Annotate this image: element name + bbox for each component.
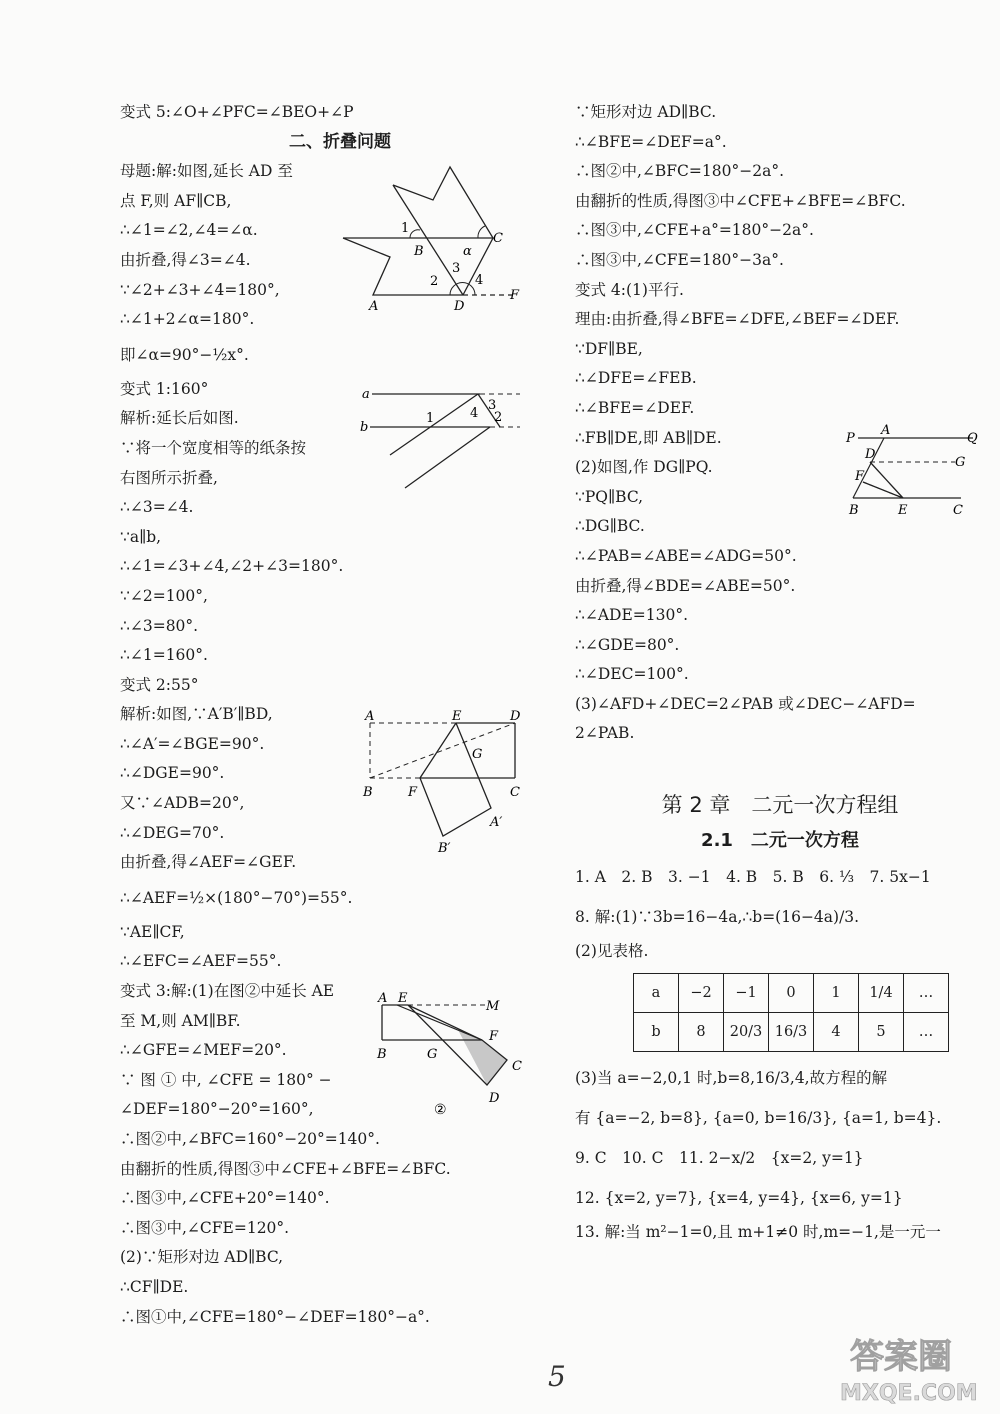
- text-line: ∴∠DGE=90°.: [120, 764, 225, 783]
- figure-label: B′: [438, 841, 451, 856]
- figure-variant-3: [372, 990, 532, 1120]
- text-line: ∴∠1=∠2,∠4=∠α.: [120, 221, 258, 240]
- table-row: [634, 1012, 949, 1051]
- table-cell: 8: [679, 1012, 724, 1051]
- page-number-mark: 5: [548, 1360, 566, 1393]
- text-line: ∴∠EFC=∠AEF=55°.: [120, 952, 282, 971]
- figure-label: C: [493, 231, 503, 246]
- table-cell: b: [634, 1012, 679, 1051]
- spacer: [575, 749, 985, 785]
- table-cell: −2: [679, 973, 724, 1012]
- table-cell: 20/3: [724, 1012, 769, 1051]
- section-heading: 二、折叠问题: [289, 131, 391, 152]
- text-line: (2)如图,作 DG∥PQ.: [575, 458, 713, 477]
- figure-label: A: [881, 423, 891, 438]
- text-line: ∴图③中,∠CFE=180°−3a°.: [575, 250, 784, 269]
- text-line: 即∠α=90°−½x°.: [120, 345, 249, 364]
- text-line: ∴∠DFE=∠FEB.: [575, 369, 697, 388]
- figure-label: M: [486, 999, 500, 1014]
- figure-label: 3: [452, 261, 461, 276]
- text-line: 变式 2:55°: [120, 675, 199, 694]
- text-line: ∴∠1=∠3+∠4,∠2+∠3=180°.: [120, 557, 344, 576]
- text-line: ∵∠2=100°,: [120, 586, 208, 605]
- text-line: ∴DG∥BC.: [575, 517, 645, 536]
- table-cell: 4: [814, 1012, 859, 1051]
- text-line: 解析:如图,∵A′B′∥BD,: [120, 705, 273, 724]
- right-column: [575, 98, 985, 1247]
- text-line: 9. C 10. C 11. 2−x/2 {x=2, y=1}: [575, 1148, 864, 1167]
- table-cell: a: [634, 973, 679, 1012]
- text-line: ∵ 图 ① 中, ∠CFE = 180° −: [120, 1070, 332, 1089]
- figure-label: ②: [434, 1102, 447, 1118]
- fig-label: 1: [401, 221, 410, 236]
- figure-label: F: [408, 785, 418, 800]
- figure-label: D: [454, 299, 465, 314]
- figure-label: B: [377, 1047, 387, 1062]
- text-line: ∴∠ADE=130°.: [575, 606, 689, 625]
- text-line: ∴FB∥DE,即 AB∥DE.: [575, 428, 722, 447]
- chapter-title: 第 2 章 二元一次方程组: [661, 793, 899, 818]
- text-line: 母题:解:如图,延长 AD 至: [120, 162, 293, 181]
- value-table-wrapper: [575, 973, 985, 1052]
- text-line: ∴图②中,∠BFC=160°−20°=140°.: [120, 1130, 380, 1148]
- text-line: ∴∠PAB=∠ABE=∠ADG=50°.: [575, 546, 797, 565]
- text-line: 变式 3:解:(1)在图②中延长 AE: [120, 982, 335, 1001]
- table-cell: 5: [859, 1012, 904, 1051]
- figure-label: B: [849, 503, 859, 518]
- text-line: ∴图②中,∠BFC=180°−2a°.: [575, 162, 785, 181]
- text-line: ∴∠3=80°.: [120, 616, 199, 635]
- text-line: 又∵∠ADB=20°,: [120, 794, 245, 813]
- figure-label: D: [489, 1091, 500, 1106]
- text-line: 13. 解:当 m²−1=0,且 m+1≠0 时,m=−1,是一元一: [575, 1222, 941, 1241]
- text-line: (2)见表格.: [575, 942, 649, 961]
- text-line: 8. 解:(1)∵3b=16−4a,∴b=(16−4a)/3.: [575, 908, 860, 927]
- figure-label: G: [472, 747, 483, 762]
- text-line: 由翻折的性质,得图③中∠CFE+∠BFE=∠BFC.: [575, 191, 906, 210]
- figure-label: A: [365, 709, 375, 724]
- text-line: ∴图③中,∠CFE+a°=180°−2a°.: [575, 221, 814, 240]
- figure-label: 1: [426, 411, 435, 426]
- text-line: ∵a∥b,: [120, 527, 162, 546]
- text-line: ∵∠2+∠3+∠4=180°,: [120, 280, 280, 299]
- figure-label: 3: [488, 398, 497, 413]
- text-line: ∵DF∥BE,: [575, 339, 643, 358]
- text-line: ∴∠1+2∠α=180°.: [120, 310, 255, 329]
- text-line: ∴∠DEG=70°.: [120, 823, 225, 842]
- table-cell: …: [904, 1012, 949, 1051]
- text-line: 解析:延长后如图.: [120, 409, 239, 428]
- table-cell: 1: [814, 973, 859, 1012]
- text-line: 2∠PAB.: [575, 724, 635, 743]
- text-line: (3)∠AFD+∠DEC=2∠PAB 或∠DEC−∠AFD=: [575, 694, 916, 713]
- figure-label: Q: [967, 431, 978, 446]
- text-line: 由折叠,得∠BDE=∠ABE=50°.: [575, 576, 796, 595]
- text-line: 由翻折的性质,得图③中∠CFE+∠BFE=∠BFC.: [120, 1159, 451, 1178]
- figure-label: B: [414, 244, 424, 259]
- text-line: ∴∠A′=∠BGE=90°.: [120, 734, 265, 753]
- figure-variant-4: [843, 420, 983, 520]
- figure-label: b: [360, 420, 369, 435]
- figure-label: C: [953, 503, 963, 518]
- text-line: 变式 4:(1)平行.: [575, 280, 684, 299]
- table-cell: …: [904, 973, 949, 1012]
- text-line: ∵AE∥CF,: [120, 922, 185, 941]
- figure-label: A′: [490, 815, 503, 830]
- figure-label: F: [489, 1029, 499, 1044]
- figure-label: D: [510, 709, 521, 724]
- text-line: ∴∠BFE=∠DEF.: [575, 398, 695, 417]
- figure-label: a: [362, 387, 370, 402]
- text-line: ∴CF∥DE.: [120, 1277, 189, 1296]
- text-line: (3)当 a=−2,0,1 时,b=8,16/3,4,故方程的解: [575, 1068, 888, 1087]
- text-line: ∴∠GFE=∠MEF=20°.: [120, 1041, 287, 1060]
- text-line: 变式 1:160°: [120, 379, 209, 398]
- text-line: ∴∠GDE=80°.: [575, 635, 680, 654]
- figure-mother-problem: [338, 160, 538, 320]
- figure-label: G: [955, 455, 966, 470]
- table-row: [634, 973, 949, 1012]
- text-line: ∵PQ∥BC,: [575, 487, 644, 506]
- text-line: ∴∠BFE=∠DEF=a°.: [575, 132, 727, 151]
- figure-label: A: [378, 991, 388, 1006]
- table-cell: 0: [769, 973, 814, 1012]
- text-line: ∴∠3=∠4.: [120, 498, 194, 517]
- text-line: ∴图③中,∠CFE+20°=140°.: [120, 1189, 330, 1208]
- figure-label: D: [865, 447, 876, 462]
- figure-variant-2: [360, 708, 535, 858]
- watermark-logo: [810, 1330, 1000, 1410]
- text-line: ∴∠1=160°.: [120, 646, 208, 665]
- text-line: ∵将一个宽度相等的纸条按: [120, 438, 307, 457]
- figure-label: E: [398, 991, 408, 1006]
- text-line: ∠DEF=180°−20°=160°,: [120, 1100, 314, 1119]
- section-title: 2.1 二元一次方程: [701, 830, 859, 852]
- figure-label: C: [512, 1059, 522, 1074]
- text-line: ∴图①中,∠CFE=180°−∠DEF=180°−a°.: [120, 1307, 430, 1326]
- figure-label: α: [463, 244, 472, 259]
- figure-label: 2: [494, 410, 503, 425]
- text-line: 右图所示折叠,: [120, 468, 218, 487]
- figure-label: 答案圈: [850, 1337, 952, 1377]
- text-line: ∴∠AEF=½×(180°−70°)=55°.: [120, 888, 353, 907]
- figure-label: F: [855, 469, 865, 484]
- figure-label: C: [510, 785, 520, 800]
- text-line: 1. A 2. B 3. −1 4. B 5. B 6. ⅓ 7. 5x−1: [575, 868, 931, 887]
- figure-label: P: [846, 431, 855, 446]
- text-line: 12. {x=2, y=7}, {x=4, y=4}, {x=6, y=1}: [575, 1188, 903, 1207]
- text-line: 由折叠,得∠AEF=∠GEF.: [120, 853, 297, 872]
- figure-label: 4: [470, 406, 479, 421]
- figure-label: F: [510, 288, 520, 303]
- text-line: 由折叠,得∠3=∠4.: [120, 250, 251, 269]
- text-line: 至 M,则 AM∥BF.: [120, 1011, 241, 1030]
- table-cell: −1: [724, 973, 769, 1012]
- text-line: 有 {a=−2, b=8}, {a=0, b=16/3}, {a=1, b=4}.: [575, 1108, 942, 1127]
- table-cell: 1/4: [859, 973, 904, 1012]
- figure-label: 2: [430, 274, 439, 289]
- text-line: 理由:由折叠,得∠BFE=∠DFE,∠BEF=∠DEF.: [575, 310, 900, 329]
- text-line: 点 F,则 AF∥CB,: [120, 191, 232, 210]
- text-line: 变式 5:∠O+∠PFC=∠BEO+∠P: [120, 103, 354, 121]
- figure-label: E: [452, 709, 462, 724]
- value-table: [633, 973, 949, 1052]
- text-line: ∵矩形对边 AD∥BC.: [575, 103, 717, 121]
- text-line: ∴图③中,∠CFE=120°.: [120, 1218, 290, 1237]
- figure-label: G: [427, 1047, 438, 1062]
- figure-variant-1: [360, 383, 520, 495]
- text-line: (2)∵矩形对边 AD∥BC,: [120, 1248, 284, 1267]
- figure-label: E: [898, 503, 908, 518]
- table-cell: 16/3: [769, 1012, 814, 1051]
- text-line: ∴∠DEC=100°.: [575, 665, 689, 684]
- figure-label: MXQE.COM: [840, 1381, 978, 1406]
- figure-label: 4: [475, 273, 484, 288]
- figure-label: A: [369, 299, 379, 314]
- figure-label: B: [363, 785, 373, 800]
